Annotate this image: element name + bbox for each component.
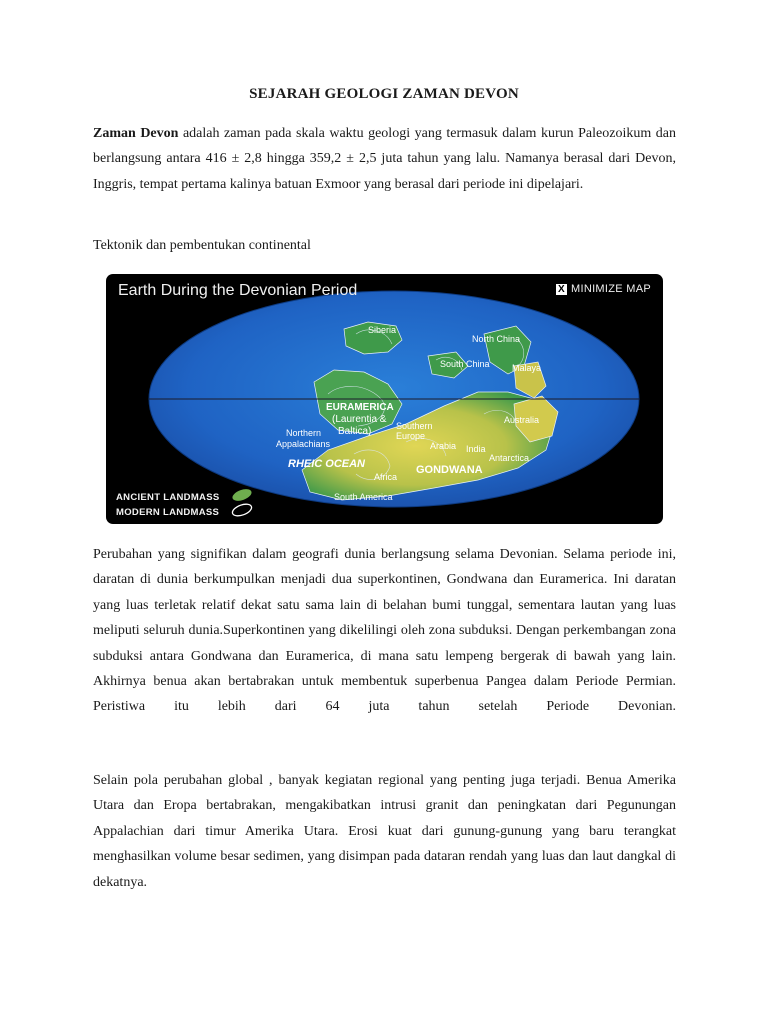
minimize-map-label: MINIMIZE MAP xyxy=(571,283,651,295)
label-africa: Africa xyxy=(374,472,398,482)
label-north-china: North China xyxy=(472,334,521,344)
label-euramerica: EURAMERICA xyxy=(326,402,394,413)
intro-paragraph xyxy=(93,121,676,197)
label-arabia: Arabia xyxy=(430,441,457,451)
close-icon: X xyxy=(556,284,567,295)
label-northern: Northern xyxy=(286,428,322,438)
minimize-map-button[interactable] xyxy=(556,283,651,295)
label-baltica: Baltica) xyxy=(338,426,372,437)
label-rheic-ocean: RHEIC OCEAN xyxy=(288,458,366,470)
label-australia: Australia xyxy=(504,415,540,425)
label-south-china: South China xyxy=(440,359,490,369)
intro-text: adalah zaman pada skala waktu geologi yang termasuk dalam kurun Paleozoikum dan berlangsung antara 416 ± 2,8 hingga 359,2 ± 2,5 juta tahun yang lalu. Namanya berasal dari Devon, Inggris, tempat pertama kalinya batuan Exmoor yang berasal dari periode ini dipelajari. xyxy=(93,126,676,192)
devonian-map-figure xyxy=(106,274,663,524)
document-title: SEJARAH GEOLOGI ZAMAN DEVON xyxy=(249,86,519,102)
map-title: Earth During the Devonian Period xyxy=(118,282,358,299)
paragraph-tectonics: Perubahan yang signifikan dalam geografi dunia berlangsung selama Devonian. Selama periode ini, daratan di dunia berkumpulkan menjadi dua superkontinen, Gondwana dan Euramerica. Ini daratan yang luas terletak relatif dekat satu sama lain di belahan bumi tunggal, sementara lautan yang luas meliputi seluruh dunia.Superkontinen yang dikelilingi oleh zona subduksi. Dengan perkembangan zona subduksi antara Gondwana dan Euramerica, di mana satu lempeng bergerak di bawah yang lain. Akhirnya benua akan bertabrakan untuk membentuk superbenua Pangea dalam Periode Permian. Peristiwa itu lebih dari 64 juta tahun setelah Periode Devonian. xyxy=(93,547,676,715)
label-india: India xyxy=(466,444,486,454)
label-appalachians: Appalachians xyxy=(276,439,331,449)
paragraph-regional: Selain pola perubahan global , banyak kegiatan regional yang penting juga terjadi. Benua Amerika Utara dan Eropa bertabrakan, mengakibatkan intrusi granit dan peningkatan dari Pegunungan Appalachian dari timur Amerika Utara. Erosi kuat dari gunung-gunung yang baru terangkat menghasilkan volume besar sedimen, yang disimpan pada dataran rendah yang luas dan laut dangkal di dekatnya. xyxy=(93,773,676,890)
modern-landmass-swatch xyxy=(231,502,253,518)
label-gondwana: GONDWANA xyxy=(416,464,483,476)
ancient-landmass-swatch xyxy=(231,487,253,503)
label-malaya: Malaya xyxy=(512,363,542,373)
label-antarctica: Antarctica xyxy=(489,453,530,463)
legend-modern-landmass: MODERN LANDMASS xyxy=(116,507,220,518)
section-heading: Tektonik dan pembentukan continental xyxy=(93,238,311,253)
label-south-america: South America xyxy=(334,492,393,502)
intro-term: Zaman Devon xyxy=(93,126,179,141)
label-europe: Europe xyxy=(396,431,426,441)
label-southern: Southern xyxy=(396,421,433,431)
label-siberia: Siberia xyxy=(368,325,397,335)
legend-ancient-landmass: ANCIENT LANDMASS xyxy=(116,492,220,503)
world-map xyxy=(106,274,663,524)
label-laurentia: (Laurentia & xyxy=(332,414,387,425)
